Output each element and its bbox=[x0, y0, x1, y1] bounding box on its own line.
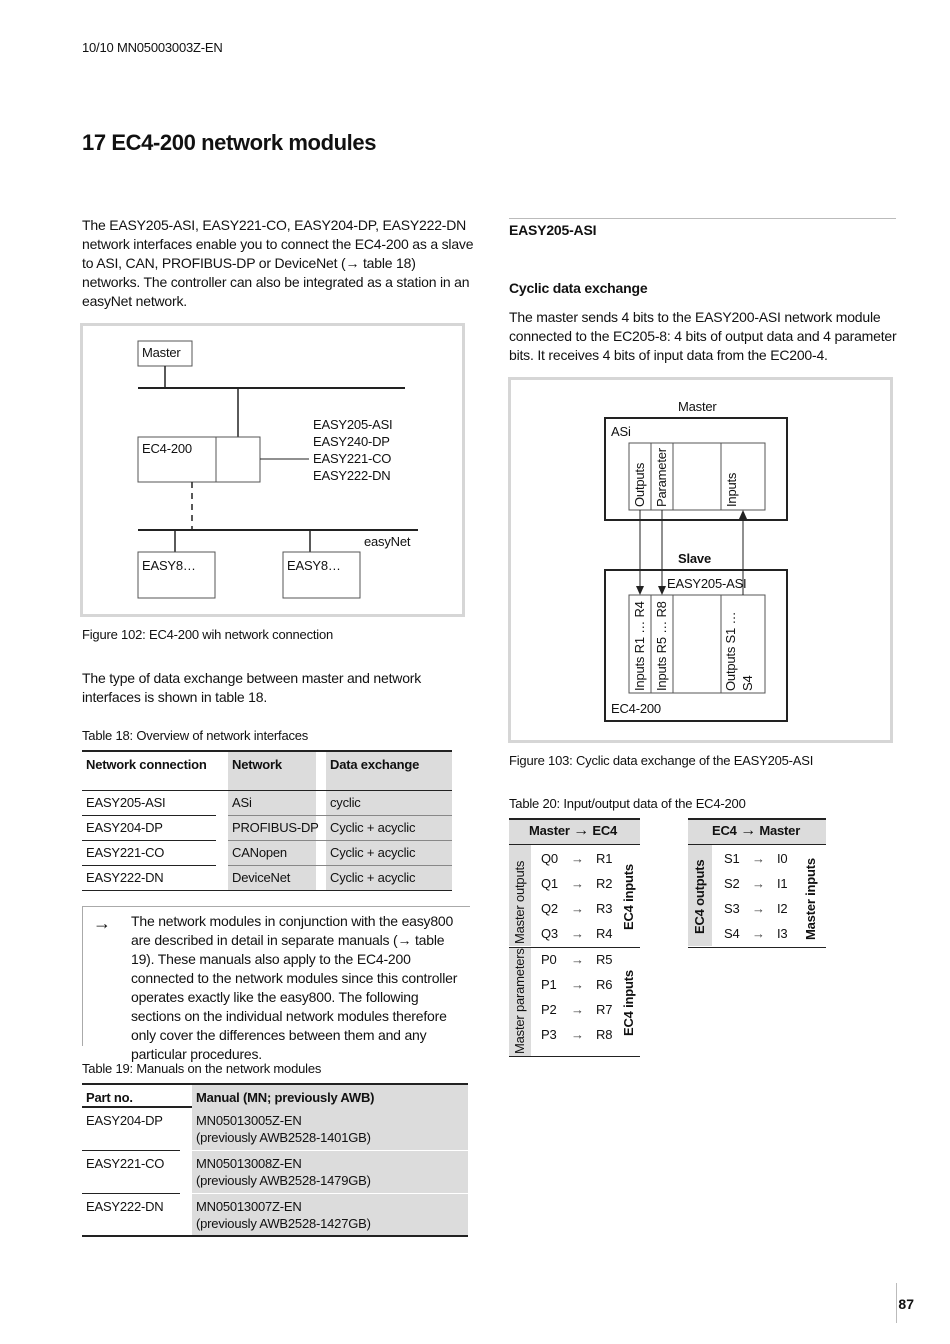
outputs-s1-label: Outputs S1 … bbox=[723, 611, 738, 691]
source-cell: P3 bbox=[541, 1027, 557, 1042]
table-19-caption: Table 19: Manuals on the network modules bbox=[82, 1061, 322, 1076]
cyclic-paragraph: The master sends 4 bits to the EASY200-ASI network module connected to the EC205-8: 4 bits of output data and 4 parameter bits. It receives 4 bits of input data from the EC200-4. bbox=[509, 309, 897, 363]
table-row bbox=[535, 873, 615, 898]
section-title: EASY205-ASI bbox=[509, 222, 597, 238]
table-20-right-header: EC4 → Master bbox=[712, 822, 801, 839]
arrow-icon: → bbox=[573, 822, 589, 839]
cell: EASY205-ASI bbox=[86, 795, 166, 810]
inputs-label: Inputs bbox=[724, 472, 739, 507]
manual-cell: MN05013008Z-EN bbox=[196, 1156, 302, 1171]
table-row bbox=[82, 1194, 468, 1237]
intro-paragraph bbox=[82, 216, 474, 311]
arrow-icon: → bbox=[571, 851, 584, 866]
slave-label: Slave bbox=[678, 551, 711, 566]
ref-arrow-icon: → bbox=[345, 255, 360, 271]
page-number: 87 bbox=[898, 1296, 914, 1312]
table-row bbox=[535, 974, 615, 999]
cell: Cyclic + acyclic bbox=[330, 845, 416, 860]
document-id: 10/10 MN05003003Z-EN bbox=[82, 40, 223, 55]
table-18 bbox=[82, 750, 452, 891]
table-row bbox=[535, 898, 615, 923]
chapter-title: 17 EC4-200 network modules bbox=[82, 130, 377, 155]
master-inputs-label: Master inputs bbox=[803, 858, 818, 940]
module-item: EASY221-CO bbox=[313, 451, 392, 466]
table-18-caption: Table 18: Overview of network interfaces bbox=[82, 728, 309, 743]
manual-cell: MN05013007Z-EN bbox=[196, 1199, 302, 1214]
figure-102-caption: Figure 102: EC4-200 wih network connection bbox=[82, 627, 334, 642]
table-row bbox=[82, 1108, 468, 1151]
table-row bbox=[82, 791, 452, 816]
table-row bbox=[82, 1151, 468, 1194]
subsection-title: Cyclic data exchange bbox=[509, 280, 648, 296]
s4-label: S4 bbox=[740, 675, 755, 691]
table-row bbox=[718, 898, 798, 923]
target-cell: R1 bbox=[596, 851, 613, 866]
cell: ASi bbox=[232, 795, 252, 810]
manual-previous-cell: (previously AWB2528-1401GB) bbox=[196, 1130, 371, 1145]
table-row bbox=[82, 816, 452, 841]
table-row bbox=[535, 999, 615, 1024]
parameter-label: Parameter bbox=[654, 448, 669, 507]
module-item: EASY205-ASI bbox=[313, 417, 393, 432]
target-cell: R5 bbox=[596, 952, 613, 967]
source-cell: S3 bbox=[724, 901, 740, 916]
inputs-r5-label: Inputs R5 … R8 bbox=[654, 601, 669, 691]
note-text: The network modules in conjunction with the easy800 are described in detail in separate manuals (→ table 19). These manuals also apply to the EC4-200 connected to the network modules since this controller operates exactly like the easy800. The following sections on the individual network modules therefore only cover the differences between them and any particular procedures. bbox=[131, 913, 458, 1062]
table-row bbox=[535, 923, 615, 948]
target-cell: R6 bbox=[596, 977, 613, 992]
easy8-label-b: EASY8… bbox=[287, 558, 341, 573]
arrow-icon: → bbox=[752, 926, 765, 941]
cell: DeviceNet bbox=[232, 870, 291, 885]
cell: Cyclic + acyclic bbox=[330, 820, 416, 835]
source-cell: S1 bbox=[724, 851, 740, 866]
target-cell: R3 bbox=[596, 901, 613, 916]
table-19 bbox=[82, 1083, 468, 1237]
fig103-ec4-label: EC4-200 bbox=[611, 701, 661, 716]
arrow-icon: → bbox=[571, 952, 584, 967]
header-cell: Manual (MN; previously AWB) bbox=[196, 1090, 375, 1105]
table-row bbox=[535, 949, 615, 974]
target-cell: R8 bbox=[596, 1027, 613, 1042]
table-row bbox=[718, 873, 798, 898]
target-cell: I1 bbox=[777, 876, 788, 891]
figure-102 bbox=[80, 323, 465, 617]
table-20-left-header: Master → EC4 bbox=[529, 822, 618, 839]
arrow-icon: → bbox=[571, 926, 584, 941]
figure-103-caption: Figure 103: Cyclic data exchange of the EASY205-ASI bbox=[509, 753, 814, 768]
easy8-label-a: EASY8… bbox=[142, 558, 196, 573]
ec4-inputs-label: EC4 inputs bbox=[621, 864, 636, 930]
source-cell: P0 bbox=[541, 952, 557, 967]
source-cell: S4 bbox=[724, 926, 740, 941]
arrow-icon: → bbox=[752, 901, 765, 916]
table-row bbox=[718, 848, 798, 873]
cell: PROFIBUS-DP bbox=[232, 820, 319, 835]
table-20-right bbox=[688, 818, 826, 950]
manual-cell: MN05013005Z-EN bbox=[196, 1113, 302, 1128]
module-box bbox=[216, 437, 260, 482]
arrow-icon: → bbox=[752, 876, 765, 891]
target-cell: R2 bbox=[596, 876, 613, 891]
table-20-caption: Table 20: Input/output data of the EC4-200 bbox=[509, 796, 746, 811]
master-parameters-label: Master parameters bbox=[512, 948, 527, 1054]
intro-text: The EASY205-ASI, EASY221-CO, EASY204-DP, EASY222-DN network interfaces enable you to connect the EC4-200 as a slave to ASI, CAN, PROFIBUS-DP or DeviceNet ( bbox=[82, 217, 474, 271]
table-row bbox=[82, 866, 452, 891]
asi-label: ASi bbox=[611, 424, 631, 439]
cell: EASY204-DP bbox=[86, 820, 163, 835]
table-19-header bbox=[82, 1083, 468, 1108]
target-cell: I2 bbox=[777, 901, 788, 916]
table-18-header bbox=[82, 750, 452, 790]
module-label: EASY205-ASI bbox=[667, 576, 747, 591]
target-cell: R7 bbox=[596, 1002, 613, 1017]
source-cell: P1 bbox=[541, 977, 557, 992]
target-cell: I3 bbox=[777, 926, 788, 941]
header-cell: Network connection bbox=[86, 757, 207, 772]
ec4-outputs-label: EC4 outputs bbox=[692, 859, 707, 934]
cell: Cyclic + acyclic bbox=[330, 870, 416, 885]
target-cell: R4 bbox=[596, 926, 613, 941]
manual-previous-cell: (previously AWB2528-1479GB) bbox=[196, 1173, 371, 1188]
source-cell: Q1 bbox=[541, 876, 558, 891]
table-row bbox=[718, 923, 798, 948]
table-row bbox=[535, 848, 615, 873]
table-row bbox=[82, 841, 452, 866]
part-no-cell: EASY204-DP bbox=[86, 1113, 163, 1128]
arrow-icon: → bbox=[571, 1027, 584, 1042]
header-cell: Network bbox=[232, 757, 282, 772]
arrow-icon: → bbox=[740, 822, 756, 839]
source-cell: S2 bbox=[724, 876, 740, 891]
cell: cyclic bbox=[330, 795, 361, 810]
fig103-master-label: Master bbox=[678, 399, 717, 414]
source-cell: Q2 bbox=[541, 901, 558, 916]
header-cell: Part no. bbox=[86, 1090, 133, 1105]
header-cell: Data exchange bbox=[330, 757, 420, 772]
module-item: EASY222-DN bbox=[313, 468, 391, 483]
arrow-icon: → bbox=[571, 1002, 584, 1017]
type-paragraph: The type of data exchange between master and network interfaces is shown in table 18. bbox=[82, 670, 422, 705]
figure-103 bbox=[508, 377, 893, 743]
table-row bbox=[535, 1024, 615, 1049]
source-cell: Q0 bbox=[541, 851, 558, 866]
network-diagram bbox=[83, 326, 462, 614]
arrow-icon: → bbox=[571, 901, 584, 916]
arrow-icon: → bbox=[571, 977, 584, 992]
master-outputs-label: Master outputs bbox=[512, 860, 527, 944]
source-cell: Q3 bbox=[541, 926, 558, 941]
module-list bbox=[313, 416, 392, 484]
inputs-r1-label: Inputs R1 … R4 bbox=[632, 601, 647, 691]
ec4-label: EC4-200 bbox=[142, 441, 192, 456]
master-label: Master bbox=[142, 345, 181, 360]
table-20-left bbox=[509, 818, 640, 1058]
part-no-cell: EASY221-CO bbox=[86, 1156, 165, 1171]
target-cell: I0 bbox=[777, 851, 788, 866]
manual-previous-cell: (previously AWB2528-1427GB) bbox=[196, 1216, 371, 1231]
outputs-label: Outputs bbox=[632, 462, 647, 507]
easynet-label: easyNet bbox=[364, 534, 411, 549]
cell: EASY222-DN bbox=[86, 870, 164, 885]
ec4-inputs-label-2: EC4 inputs bbox=[621, 970, 636, 1036]
cell: EASY221-CO bbox=[86, 845, 165, 860]
part-no-cell: EASY222-DN bbox=[86, 1199, 164, 1214]
module-item: EASY240-DP bbox=[313, 434, 390, 449]
note-arrow-icon: → bbox=[93, 913, 111, 933]
note-box bbox=[82, 906, 470, 1062]
intro-ref: table 18) networks. The controller can also be integrated as a station in an easyNet network. bbox=[82, 255, 470, 309]
arrow-icon: → bbox=[571, 876, 584, 891]
source-cell: P2 bbox=[541, 1002, 557, 1017]
arrow-icon: → bbox=[752, 851, 765, 866]
cell: CANopen bbox=[232, 845, 287, 860]
